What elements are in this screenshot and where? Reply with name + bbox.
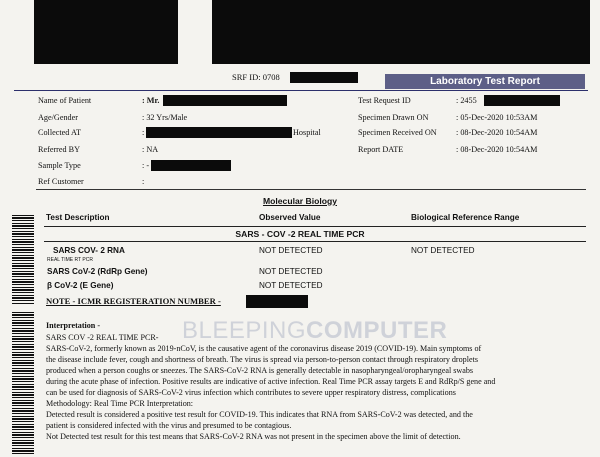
interpretation-line: patient is considered infected with the virus and presumed to be contagious. [46, 421, 292, 430]
label-specimen-received: Specimen Received ON [358, 128, 437, 137]
reference-rna: NOT DETECTED [411, 246, 475, 255]
value-specimen-drawn: : 05-Dec-2020 10:53AM [456, 113, 538, 122]
redacted-patient-name [163, 95, 287, 106]
watermark: BLEEPINGCOMPUTER [182, 317, 448, 344]
interpretation-line: produced when a person coughs or sneezes. The SARS-CoV-2 RNA is generally detectable in nasopharyngeal/oropharyngeal swabs [46, 366, 474, 375]
redacted-icmr-number [246, 295, 308, 308]
value-test-request-id: : 2455 [456, 96, 477, 105]
value-ref-customer: : [142, 177, 145, 186]
interpretation-line: Not Detected test result for this test means that SARS-CoV-2 RNA was not present in the specimen above the limit of detection. [46, 432, 461, 441]
label-test-request-id: Test Request ID [358, 96, 411, 105]
interpretation-line: during the acute phase of infection. Positive results are indicative of active infection. Real Time PCR assay targets E and RdRp/S gene and [46, 377, 496, 386]
interpretation-line: SARS-CoV-2, formerly known as 2019-nCoV, is the causative agent of the coronavirus disease 2019 (COVID-19). Main symptoms of [46, 344, 482, 353]
redacted-lab-name [212, 0, 590, 64]
label-report-date: Report DATE [358, 145, 404, 154]
test-header: SARS - COV -2 REAL TIME PCR [235, 229, 365, 239]
redacted-collection-site [146, 127, 292, 138]
label-age-gender: Age/Gender [38, 113, 79, 122]
value-egene: NOT DETECTED [259, 281, 323, 290]
interpretation-line: can be used for diagnosis of SARS-CoV-2 virus infection which contributes to severe upper respiratory distress, complications [46, 388, 456, 397]
value-collected-hospital: Hospital [293, 128, 321, 137]
table-header-divider [44, 226, 586, 227]
value-specimen-received: : 08-Dec-2020 10:54AM [456, 128, 538, 137]
test-header-divider [44, 241, 586, 242]
section-title: Molecular Biology [262, 196, 337, 206]
value-report-date: : 08-Dec-2020 10:54AM [456, 145, 538, 154]
redacted-logo-left [34, 0, 178, 64]
redacted-test-request-id [484, 95, 560, 106]
value-sample-type: : - [142, 161, 150, 170]
interpretation-line: the disease include fever, cough and shortness of breath. The virus is spread via person-to-person contact through respiratory droplets [46, 355, 478, 364]
value-age-gender: : 32 Yrs/Male [142, 113, 188, 122]
column-test-description: Test Description [46, 213, 110, 222]
value-rna: NOT DETECTED [259, 246, 323, 255]
test-name-rna: SARS COV- 2 RNA [53, 246, 125, 255]
redacted-srf-id [290, 72, 358, 83]
header-divider [14, 90, 588, 91]
label-patient-name: Name of Patient [38, 96, 92, 105]
column-observed-value: Observed Value [259, 213, 321, 222]
label-ref-customer: Ref Customer [38, 177, 84, 186]
icmr-note: NOTE - ICMR REGISTERATION NUMBER - [46, 296, 221, 306]
interpretation-line: SARS COV -2 REAL TIME PCR- [46, 333, 159, 342]
label-specimen-drawn: Specimen Drawn ON [358, 113, 429, 122]
redacted-sample-type [151, 160, 231, 171]
value-collected-at: : [142, 128, 145, 137]
info-divider [36, 189, 586, 190]
label-referred-by: Referred BY [38, 145, 81, 154]
barcode-strip-lower [12, 312, 34, 455]
interpretation-heading: Interpretation - [46, 321, 101, 330]
value-rdrp: NOT DETECTED [259, 267, 323, 276]
srf-id: SRF ID: 0708 [232, 72, 280, 82]
interpretation-line: Detected result is considered a positive test result for COVID-19. This indicates that RNA from SARS-CoV-2 was detected, and the [46, 410, 473, 419]
interpretation-line: Methodology: Real Time PCR Interpretation: [46, 399, 194, 408]
report-title: Laboratory Test Report [385, 74, 585, 89]
label-sample-type: Sample Type [38, 161, 81, 170]
test-method-rna: REAL TIME RT PCR [47, 257, 93, 263]
test-name-egene: β CoV-2 (E Gene) [47, 281, 114, 290]
label-collected-at: Collected AT [38, 128, 81, 137]
barcode-strip-upper [12, 215, 34, 305]
value-referred-by: : NA [142, 145, 159, 154]
column-reference-range: Biological Reference Range [411, 213, 520, 222]
value-patient-name: : Mr. [142, 96, 160, 105]
test-name-rdrp: SARS CoV-2 (RdRp Gene) [47, 267, 148, 276]
